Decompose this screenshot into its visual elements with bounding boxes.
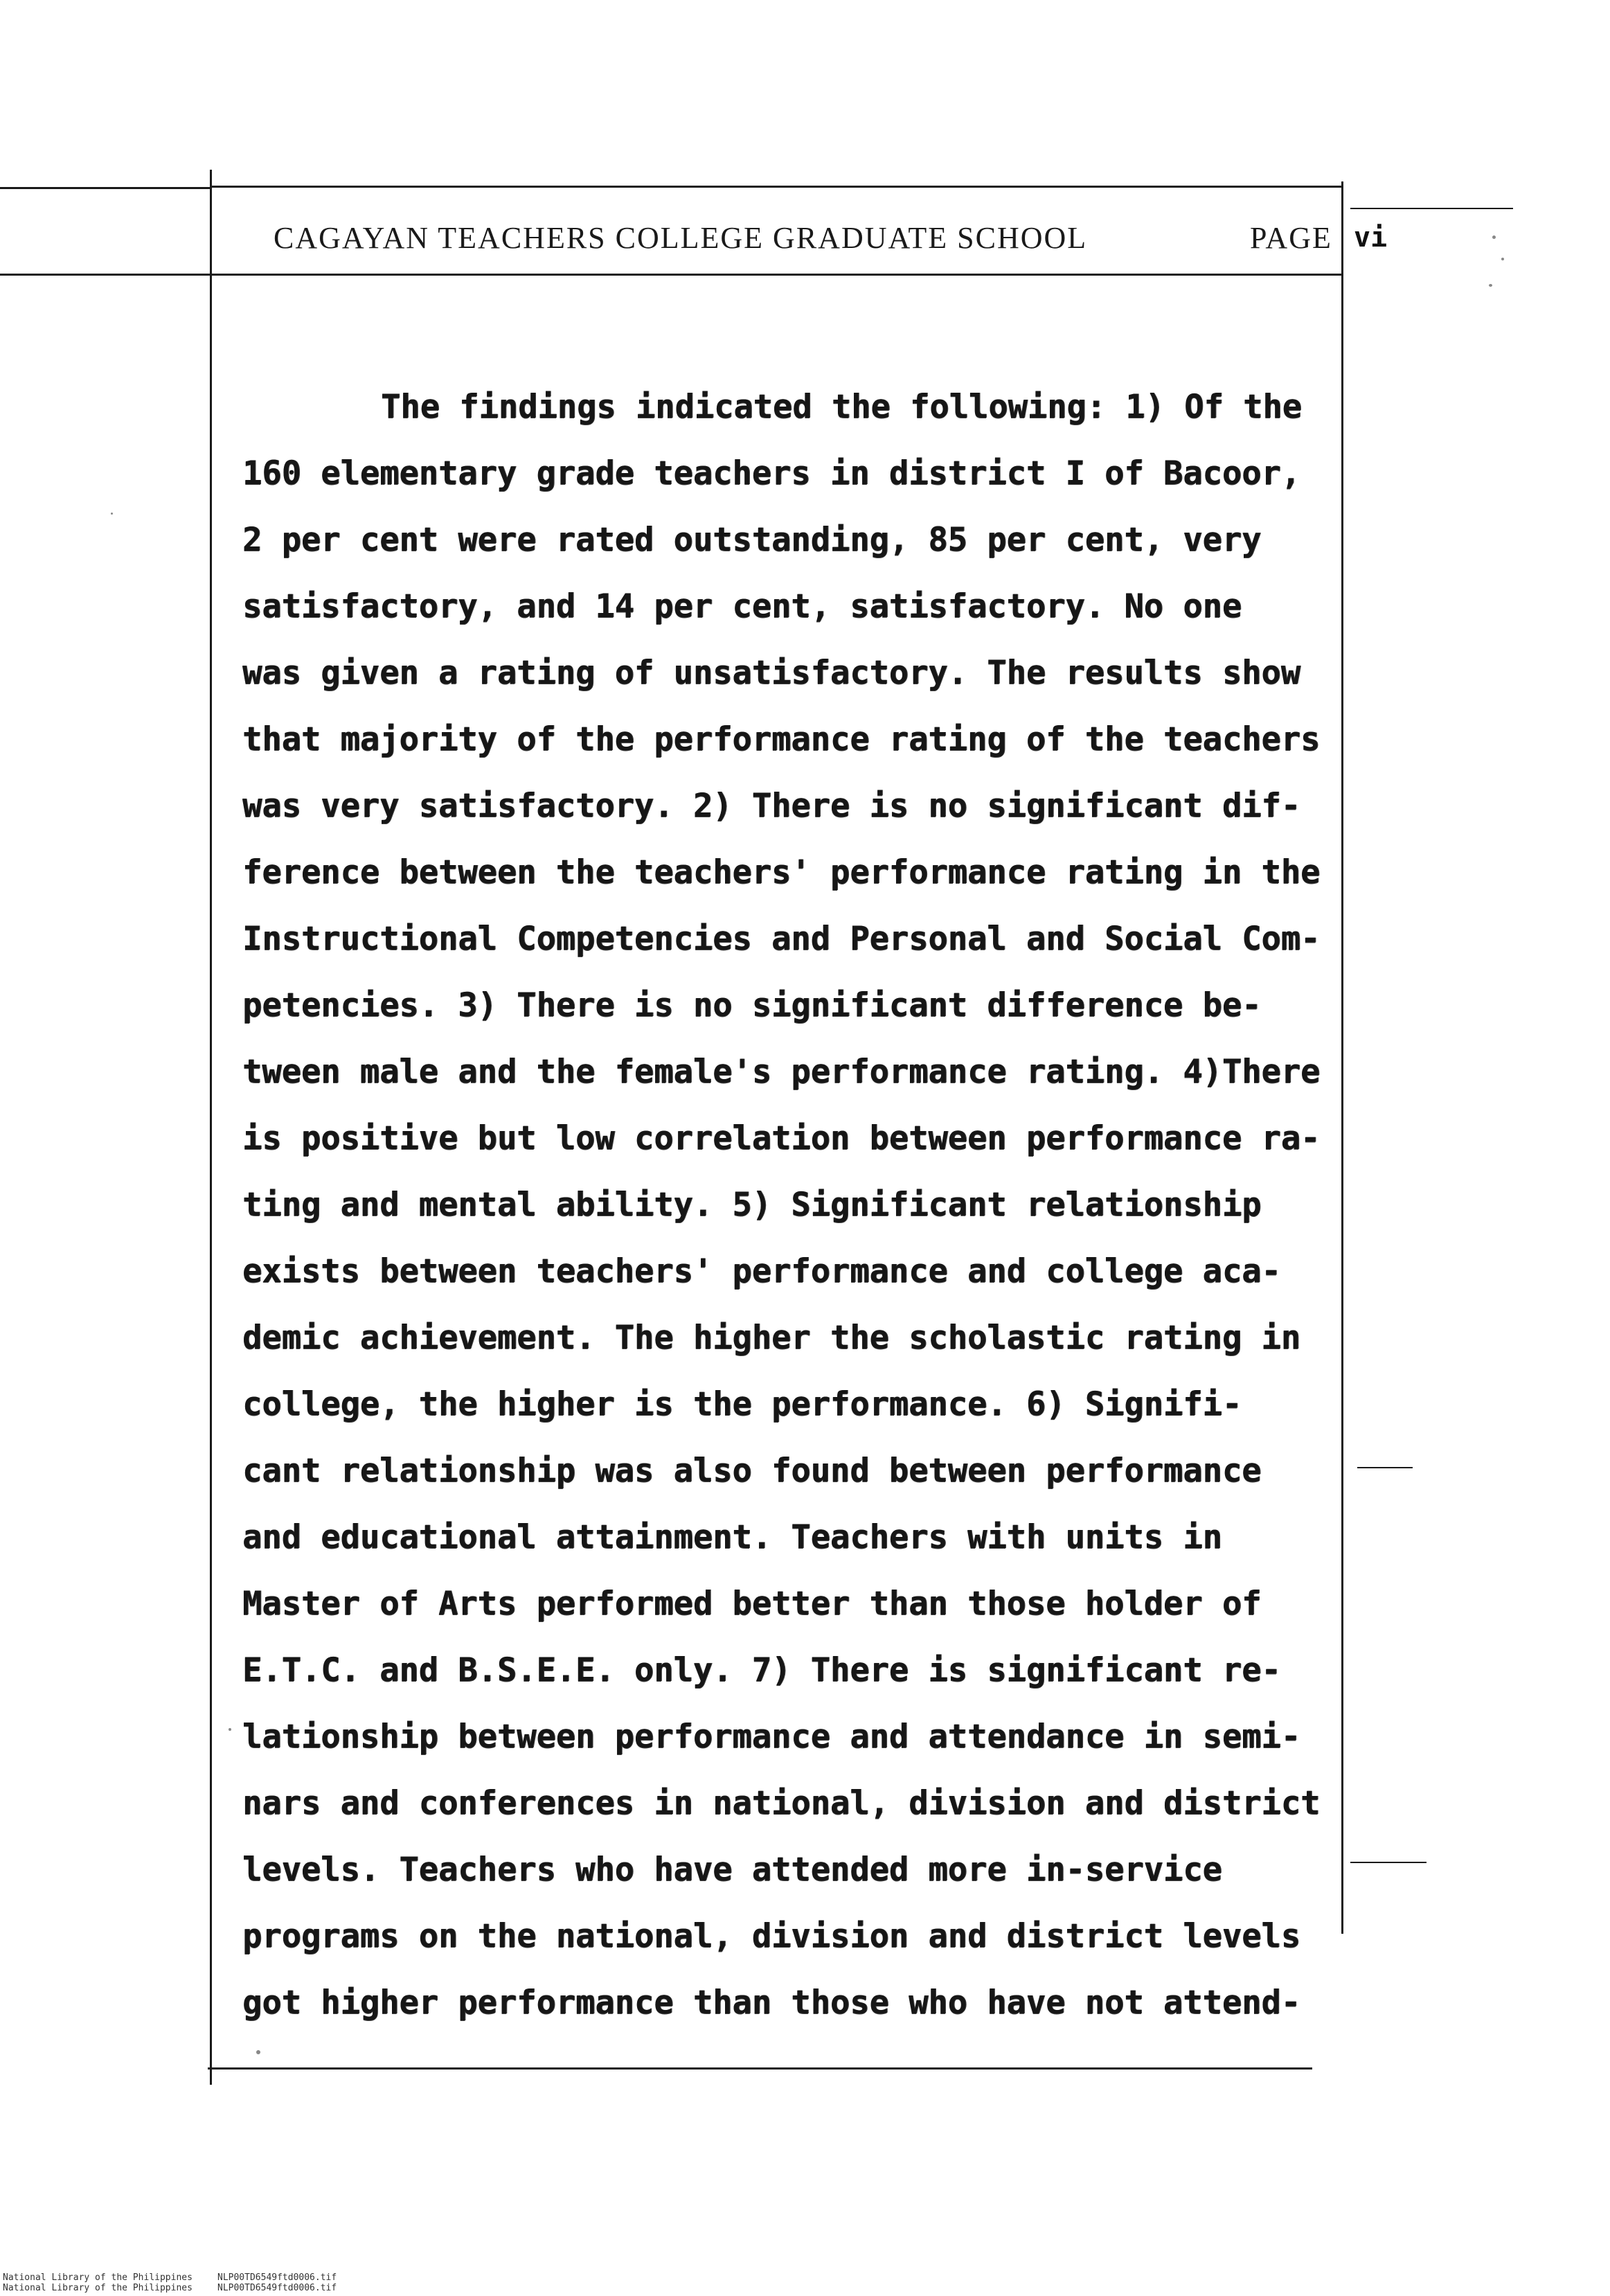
scan-speck — [111, 513, 113, 515]
header-bottom-rule — [211, 274, 1341, 276]
text-line: and educational attainment. Teachers with units in — [242, 1518, 1222, 1556]
text-line: satisfactory, and 14 per cent, satisfactory. No one — [242, 587, 1242, 625]
page-header-title: CAGAYAN TEACHERS COLLEGE GRADUATE SCHOOL — [274, 221, 1088, 255]
text-line: is positive but low correlation between performance ra- — [242, 1119, 1321, 1157]
text-line: 160 elementary grade teachers in district I of Bacoor, — [242, 454, 1301, 492]
text-line: petencies. 3) There is no significant difference be- — [242, 986, 1262, 1024]
footer-file: NLP00TD6549ftd0006.tif — [217, 2283, 337, 2293]
text-line: was given a rating of unsatisfactory. The results show — [242, 654, 1301, 692]
text-line: exists between teachers' performance and college aca- — [242, 1252, 1281, 1290]
scan-speck — [256, 2050, 260, 2054]
text-line: demic achievement. The higher the scholastic rating in — [242, 1319, 1301, 1357]
text-line: 2 per cent were rated outstanding, 85 per cent, very — [242, 521, 1262, 559]
right-mid-rule — [1357, 1467, 1413, 1468]
scan-speck — [1492, 235, 1496, 239]
right-outer-rule — [1350, 208, 1513, 209]
text-line: lationship between performance and attendance in semi- — [242, 1718, 1301, 1756]
text-line: nars and conferences in national, division and district — [242, 1784, 1321, 1822]
text-line: E.T.C. and B.S.E.E. only. 7) There is significant re- — [242, 1651, 1281, 1689]
text-line: got higher performance than those who have not attend- — [242, 1984, 1301, 2022]
scan-speck — [229, 1728, 231, 1731]
scan-speck — [1489, 284, 1492, 287]
footer-file: NLP00TD6549ftd0006.tif — [217, 2272, 337, 2283]
header-top-rule — [211, 186, 1341, 188]
page-number: vi — [1354, 222, 1388, 253]
header-top-rule-left — [0, 187, 211, 189]
text-line: college, the higher is the performance. 6) Signifi- — [242, 1385, 1242, 1423]
text-line: Instructional Competencies and Personal and Social Com- — [242, 920, 1321, 958]
footer-library: National Library of the Philippines — [3, 2283, 193, 2293]
text-line: The findings indicated the following: 1) Of the — [381, 388, 1302, 426]
text-line: programs on the national, division and district levels — [242, 1917, 1301, 1955]
abstract-body — [242, 374, 1364, 2036]
header-bottom-rule-left — [0, 274, 211, 276]
text-line: levels. Teachers who have attended more in-service — [242, 1851, 1222, 1889]
scan-speck — [1501, 258, 1504, 260]
page-bottom-rule — [208, 2067, 1312, 2070]
footer-line-2 — [3, 2283, 337, 2293]
footer-library: National Library of the Philippines — [3, 2272, 193, 2283]
text-line: Master of Arts performed better than those holder of — [242, 1585, 1262, 1623]
text-line: ting and mental ability. 5) Significant relationship — [242, 1186, 1262, 1224]
text-line: ference between the teachers' performance rating in the — [242, 853, 1321, 891]
left-margin-rule — [210, 170, 212, 2085]
footer-line-1 — [3, 2272, 337, 2283]
text-line: was very satisfactory. 2) There is no significant dif- — [242, 787, 1301, 825]
page-label: PAGE — [1250, 221, 1332, 255]
text-line: that majority of the performance rating of the teachers — [242, 720, 1321, 758]
text-line: cant relationship was also found between performance — [242, 1452, 1262, 1490]
text-line: tween male and the female's performance rating. 4)There — [242, 1053, 1321, 1091]
